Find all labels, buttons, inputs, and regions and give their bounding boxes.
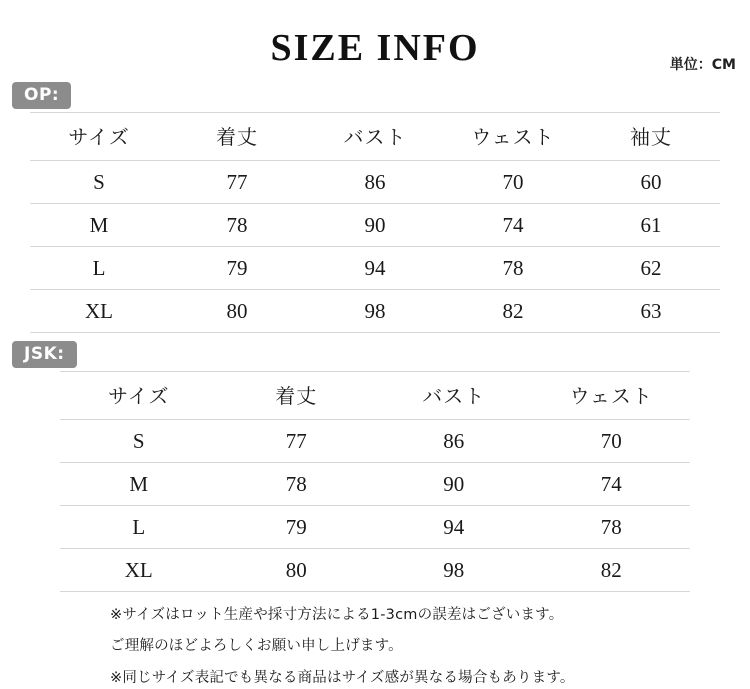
cell: 70 [533, 420, 691, 463]
table-header-row [30, 113, 720, 161]
cell: 82 [444, 290, 582, 333]
jsk-section-label: JSK: [12, 341, 77, 368]
cell: 63 [582, 290, 720, 333]
cell: 62 [582, 247, 720, 290]
cell: L [30, 247, 168, 290]
cell: 74 [444, 204, 582, 247]
cell: 80 [168, 290, 306, 333]
cell: 78 [444, 247, 582, 290]
op-table-wrapper [0, 112, 750, 333]
op-col-length: 着丈 [168, 113, 306, 161]
page-title: SIZE INFO [270, 27, 480, 69]
note-line: ご理解のほどよろしくお願い申し上げます。 [110, 638, 403, 655]
cell: 98 [306, 290, 444, 333]
jsk-col-waist: ウェスト [533, 372, 691, 420]
cell: XL [60, 549, 218, 592]
cell: 60 [582, 161, 720, 204]
op-col-bust: バスト [306, 113, 444, 161]
page-header [0, 0, 750, 80]
cell: 77 [218, 420, 376, 463]
table-row [60, 463, 690, 506]
jsk-col-size: サイズ [60, 372, 218, 420]
cell: 78 [533, 506, 691, 549]
op-col-size: サイズ [30, 113, 168, 161]
cell: S [30, 161, 168, 204]
op-section-label: OP: [12, 82, 71, 109]
cell: 79 [218, 506, 376, 549]
jsk-col-length: 着丈 [218, 372, 376, 420]
table-header-row [60, 372, 690, 420]
cell: M [30, 204, 168, 247]
jsk-section-label-row [0, 339, 750, 369]
jsk-table-wrapper [0, 371, 750, 592]
op-size-table [30, 112, 720, 333]
notes-block [0, 604, 750, 689]
cell: 86 [306, 161, 444, 204]
cell: 61 [582, 204, 720, 247]
op-section-label-row [0, 80, 750, 110]
jsk-col-bust: バスト [375, 372, 533, 420]
cell: 90 [306, 204, 444, 247]
cell: 70 [444, 161, 582, 204]
cell: 74 [533, 463, 691, 506]
unit-label: 単位：CM [669, 57, 736, 73]
cell: 94 [375, 506, 533, 549]
cell: 78 [168, 204, 306, 247]
cell: M [60, 463, 218, 506]
cell: 80 [218, 549, 376, 592]
table-row [60, 549, 690, 592]
note-line: ※サイズはロット生産や採寸方法による1-3cmの誤差はございます。 [110, 607, 564, 623]
op-col-sleeve: 袖丈 [582, 113, 720, 161]
table-row [30, 247, 720, 290]
cell: 90 [375, 463, 533, 506]
table-row [30, 204, 720, 247]
cell: 98 [375, 549, 533, 592]
cell: L [60, 506, 218, 549]
op-col-waist: ウェスト [444, 113, 582, 161]
cell: 82 [533, 549, 691, 592]
table-row [60, 420, 690, 463]
cell: XL [30, 290, 168, 333]
cell: 94 [306, 247, 444, 290]
cell: 77 [168, 161, 306, 204]
note-line: ※同じサイズ表記でも異なる商品はサイズ感が異なる場合もあります。 [110, 669, 575, 686]
table-row [60, 506, 690, 549]
table-row [30, 290, 720, 333]
table-row [30, 161, 720, 204]
cell: 86 [375, 420, 533, 463]
cell: S [60, 420, 218, 463]
jsk-size-table [60, 371, 690, 592]
cell: 78 [218, 463, 376, 506]
cell: 79 [168, 247, 306, 290]
